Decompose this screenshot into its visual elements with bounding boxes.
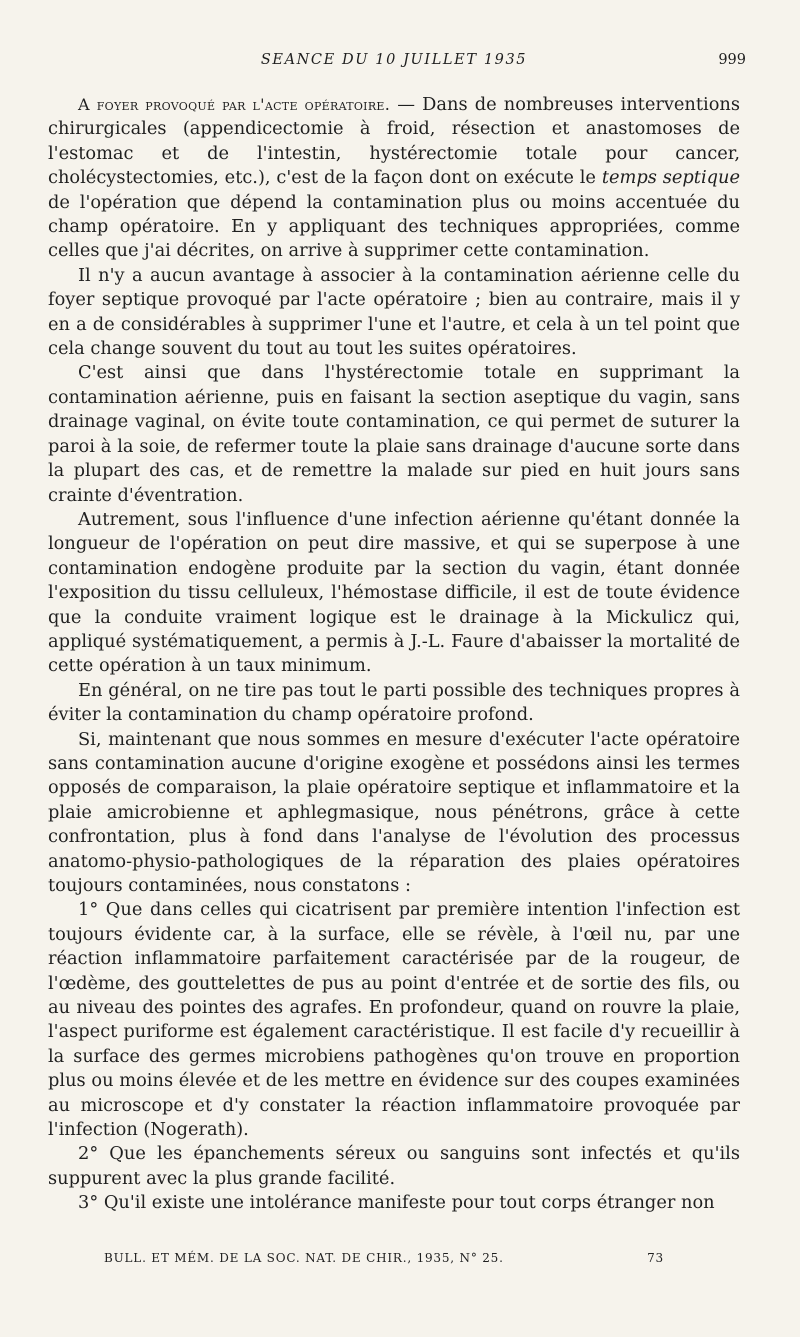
page-header (48, 52, 746, 76)
paragraph-1 (48, 93, 740, 264)
paragraph-4: Autrement, sous l'influence d'une infection aérienne qu'étant donnée la longueur de l'opération on peut dire massive, et qui se superpose à une contamination endogène produite par la section du vagin, étant donnée l'exposition du tissu celluleux, l'hémostase difficile, il est de toute évidence que la conduite vraiment logique est le drainage à la Mickulicz qui, appliqué systématiquement, a permis à J.-L. Faure d'abaisser la mortalité de cette opération à un taux minimum. (48, 508, 740, 677)
footer-citation: BULL. ET MÉM. DE LA SOC. NAT. DE CHIR., 1935, N° 25. (104, 1251, 504, 1265)
page-footer (104, 1251, 664, 1271)
section-lead: A foyer provoqué par l'acte opératoire. (78, 95, 391, 114)
body-text (48, 93, 740, 1216)
running-title: SEANCE DU 10 JUILLET 1935 (260, 52, 528, 68)
paragraph-5: En général, on ne tire pas tout le parti possible des techniques propres à éviter la contamination du champ opératoire profond. (48, 679, 740, 726)
paragraph-1-text-after: de l'opération que dépend la contamination plus ou moins accentuée du champ opératoire. En y appliquant des techniques appropriées, comme celles que j'ai décrites, on arrive à supprimer cette contamination. (48, 191, 740, 262)
paragraph-2: Il n'y a aucun avantage à associer à la contamination aérienne celle du foyer septique provoqué par l'acte opératoire ; bien au contraire, mais il y en a de considérables à supprimer l'une et l'autre, et cela à un tel point que cela change souvent du tout au tout les suites opératoires. (48, 264, 740, 360)
italic-term: temps septique (601, 167, 740, 189)
paragraph-7: 1° Que dans celles qui cicatrisent par première intention l'infection est toujours évidente car, à la surface, elle se révèle, à l'œil nu, par une réaction inflammatoire parfaitement caractérisée par de la rougeur, de l'œdème, des gouttelettes de pus au point d'entrée et de sortie des fils, ou au niveau des pointes des agrafes. En profondeur, quand on rouvre la plaie, l'aspect puriforme est également caractéristique. Il est facile d'y recueillir à la surface des germes microbiens pathogènes qu'on trouve en proportion plus ou moins élevée et de les mettre en évidence sur des coupes examinées au microscope et d'y constater la réaction inflammatoire provoquée par l'infection (Nogerath). (48, 899, 740, 1141)
page-number: 999 (718, 52, 746, 68)
paragraph-1-text: — Dans de nombreuses interventions chirurgicales (appendicectomie à froid, résection et anastomoses de l'estomac et de l'intestin, hystérectomie totale pour cancer, cholécystectomies, etc.), c'est de la façon dont on exécute le (48, 94, 740, 189)
paragraph-8: 2° Que les épanchements séreux ou sanguins sont infectés et qu'ils suppurent avec la plus grande facilité. (48, 1143, 740, 1189)
signature-mark: 73 (647, 1251, 664, 1265)
paragraph-9: 3° Qu'il existe une intolérance manifeste pour tout corps étranger non (78, 1192, 715, 1214)
paragraph-3: C'est ainsi que dans l'hystérectomie totale en supprimant la contamination aérienne, puis en faisant la section aseptique du vagin, sans drainage vaginal, on évite toute contamination, ce qui permet de suturer la paroi à la soie, de refermer toute la plaie sans drainage d'aucune sorte dans la plupart des cas, et de remettre la malade sur pied en huit jours sans crainte d'éventration. (48, 362, 740, 506)
paragraph-6: Si, maintenant que nous sommes en mesure d'exécuter l'acte opératoire sans contamination aucune d'origine exogène et possédons ainsi les termes opposés de comparaison, la plaie opératoire septique et inflammatoire et la plaie amicrobienne et aphlegmasique, nous pénétrons, grâce à cette confrontation, plus à fond dans l'analyse de l'évolution des processus anatomo-physio-pathologiques de la réparation des plaies opératoires toujours contaminées, nous constatons : (48, 728, 740, 896)
